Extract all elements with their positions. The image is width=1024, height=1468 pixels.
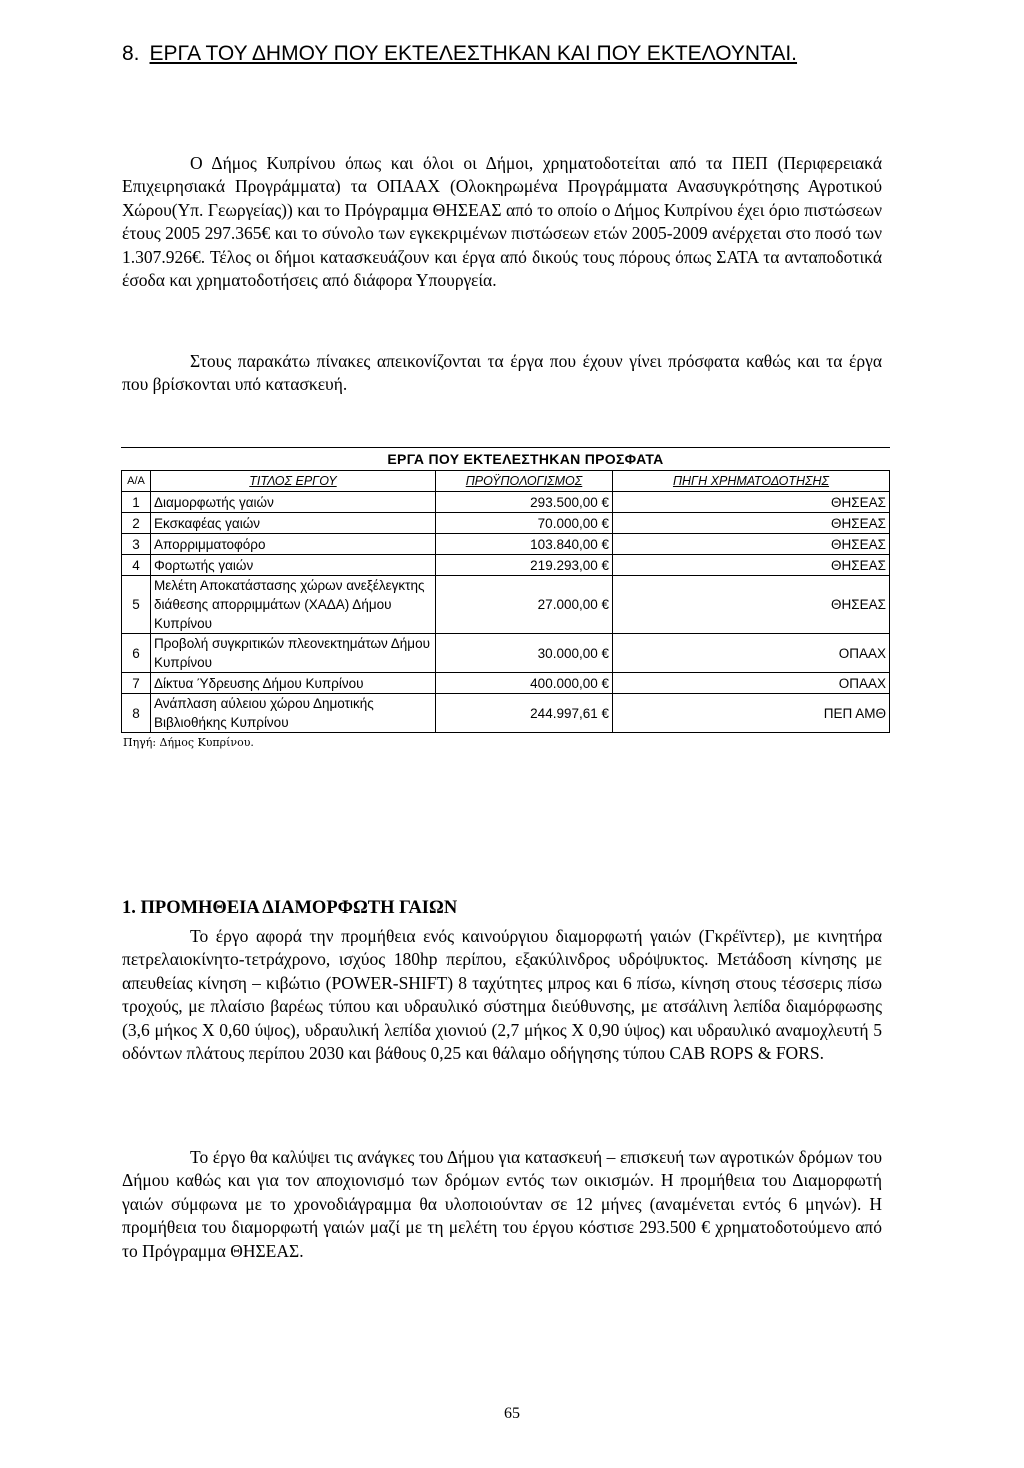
cell-title: Φορτωτής γαιών [151,555,436,576]
table-row [122,513,890,534]
cell-source: ΟΠΑΑΧ [613,634,890,673]
table-title: ΕΡΓΑ ΠΟΥ ΕΚΤΕΛΕΣΤΗΚΑΝ ΠΡΟΣΦΑΤΑ [121,447,890,470]
cell-aa: 4 [122,555,151,576]
cell-source: ΠΕΠ ΑΜΘ [613,694,890,733]
table-row [122,634,890,673]
cell-title: Προβολή συγκριτικών πλεονεκτημάτων Δήμου Κυπρίνου [151,634,436,673]
header-budget: ΠΡΟΫΠΟΛΟΓΙΣΜΟΣ [436,471,613,492]
cell-budget: 27.000,00 € [436,576,613,634]
intro-paragraph-1: Ο Δήμος Κυπρίνου όπως και όλοι οι Δήμοι, χρηματοδοτείται από τα ΠΕΠ (Περιφερειακά Επιχειρησιακά Προγράμματα) τα ΟΠΑΑΧ (Ολοκηρωμένα Προγράμματα Ανασυγκρότησης Αγροτικού Χώρου(Υπ. Γεωργείας)) και το Πρόγραμμα ΘΗΣΕΑΣ από το οποίο ο Δήμος Κυπρίνου έχει όριο πιστώσεων έτους 2005 297.365€ και το σύνολο των εγκεκριμένων πιστώσεων ετών 2005-2009 ανέρχεται στο ποσό των 1.307.926€. Τέλος οι δήμοι κατασκευάζουν και έργα από δικούς τους πόρους όπως ΣΑΤΑ τα ανταποδοτικά έσοδα και χρηματοδοτήσεις από διάφορα Υπουργεία. [122,153,882,291]
cell-budget: 400.000,00 € [436,673,613,694]
cell-aa: 6 [122,634,151,673]
cell-aa: 1 [122,492,151,513]
header-title: ΤΙΤΛΟΣ ΕΡΓΟΥ [151,471,436,492]
cell-aa: 3 [122,534,151,555]
header-source: ΠΗΓΗ ΧΡΗΜΑΤΟΔΟΤΗΣΗΣ [613,471,890,492]
cell-aa: 7 [122,673,151,694]
section-heading [122,40,882,67]
page-number: 65 [504,1405,520,1422]
cell-budget: 219.293,00 € [436,555,613,576]
cell-budget: 244.997,61 € [436,694,613,733]
table-source-note: Πηγή: Δήμος Κυπρίνου. [123,736,254,749]
table-header-row [122,471,890,492]
cell-title: Διαμορφωτής γαιών [151,492,436,513]
cell-title: Δίκτυα Ύδρευσης Δήμου Κυπρίνου [151,673,436,694]
projects-table-block [121,447,890,749]
cell-aa: 8 [122,694,151,733]
cell-budget: 70.000,00 € [436,513,613,534]
table-row [122,555,890,576]
cell-title: Μελέτη Αποκατάστασης χώρων ανεξέλεγκτης διάθεσης απορριμμάτων (ΧΑΔΑ) Δήμου Κυπρίνου [151,576,436,634]
cell-source: ΘΗΣΕΑΣ [613,492,890,513]
section-1-title: 1. ΠΡΟΜΗΘΕΙΑ ΔΙΑΜΟΡΦΩΤΗ ΓΑΙΩΝ [122,898,458,918]
cell-source: ΟΠΑΑΧ [613,673,890,694]
projects-table [121,470,890,733]
cell-budget: 293.500,00 € [436,492,613,513]
heading-text: ΕΡΓΑ ΤΟΥ ΔΗΜΟΥ ΠΟΥ ΕΚΤΕΛΕΣΤΗΚΑΝ ΚΑΙ ΠΟΥ ΕΚΤΕΛΟΥΝΤΑΙ. [149,42,798,65]
table-row [122,492,890,513]
intro-paragraph-2: Στους παρακάτω πίνακες απεικονίζονται τα έργα που έχουν γίνει πρόσφατα καθώς και τα έργα που βρίσκονται υπό κατασκευή. [122,351,882,395]
table-row [122,534,890,555]
cell-budget: 30.000,00 € [436,634,613,673]
cell-title: Ανάπλαση αύλειου χώρου Δημοτικής Βιβλιοθήκης Κυπρίνου [151,694,436,733]
cell-aa: 2 [122,513,151,534]
cell-source: ΘΗΣΕΑΣ [613,513,890,534]
section-1-paragraph-2: Το έργο θα καλύψει τις ανάγκες του Δήμου για κατασκευή – επισκευή των αγροτικών δρόμων του Δήμου καθώς και για τον αποχιονισμό των δρόμων εντός των οικισμών. Η προμήθεια του Διαμορφωτή γαιών σύμφωνα με το χρονοδιάγραμμα θα υλοποιούνταν σε 12 μήνες (αναμένεται εντός 6 μηνών). Η προμήθεια του διαμορφωτή γαιών μαζί με τη μελέτη του έργου κόστισε 293.500 € χρηματοδοτούμενο από το Πρόγραμμα ΘΗΣΕΑΣ. [122,1147,882,1261]
cell-budget: 103.840,00 € [436,534,613,555]
heading-number: 8. [122,42,140,65]
header-aa: Α/Α [122,471,151,492]
cell-source: ΘΗΣΕΑΣ [613,534,890,555]
cell-aa: 5 [122,576,151,634]
cell-source: ΘΗΣΕΑΣ [613,576,890,634]
table-row [122,576,890,634]
table-row [122,694,890,733]
section-1-paragraph-1: Το έργο αφορά την προμήθεια ενός καινούργιου διαμορφωτή γαιών (Γκρέϊντερ), με κινητήρα πετρελαιοκίνητο-τετράχρονο, ισχύος 180hp περίπου, εξακύλινδρος υδρόψυκτος. Μετάδοση κίνησης με απευθείας κίνηση – κιβώτιο (POWER-SHIFT) 8 ταχύτητες μπρος και 6 πίσω, κίνηση στους τέσσερις πίσω τροχούς, με πλαίσιο βαρέως τύπου και υδραυλικό σύστημα διεύθυνσης, με ατσάλινη λεπίδα διαμόρφωσης (3,6 μήκος Χ 0,60 ύψος), υδραυλική λεπίδα χιονιού (2,7 μήκος Χ 0,90 ύψος) και υδραυλικό αναμοχλευτή 5 οδόντων πλάτους περίπου 2030 και βάθους 0,25 και θάλαμο οδήγησης τύπου CAB ROPS & FORS. [122,926,882,1064]
cell-title: Εκσκαφέας γαιών [151,513,436,534]
cell-source: ΘΗΣΕΑΣ [613,555,890,576]
table-row [122,673,890,694]
cell-title: Απορριμματοφόρο [151,534,436,555]
